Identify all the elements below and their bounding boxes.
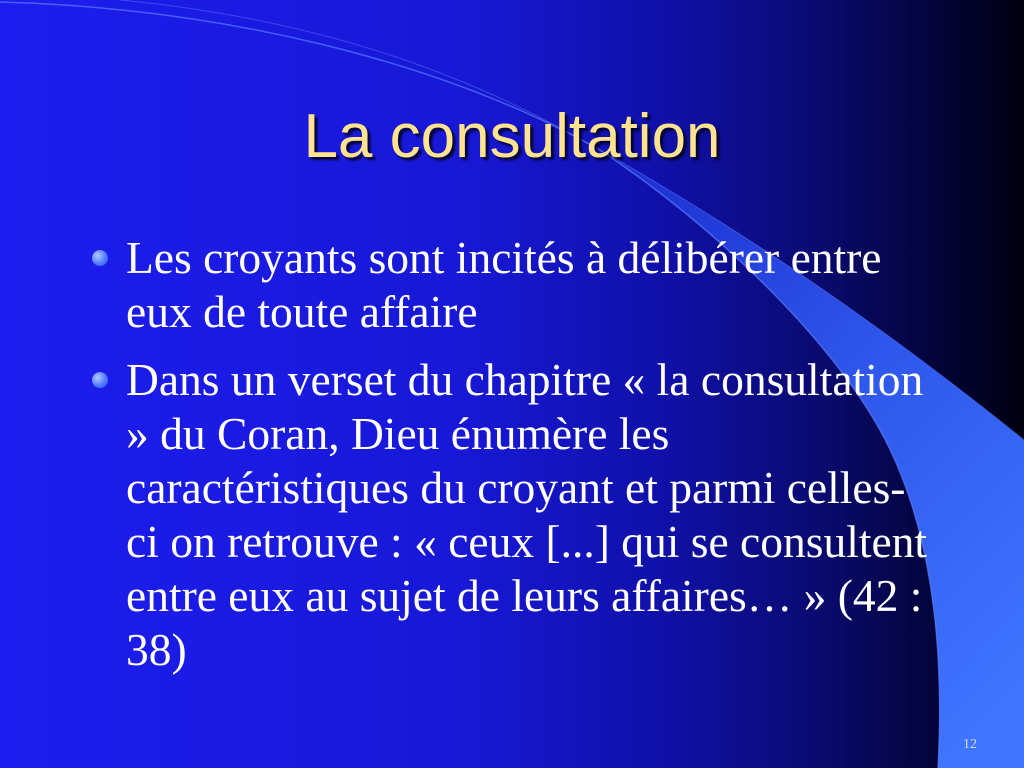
bullet-text: Dans un verset du chapitre « la consultation » du Coran, Dieu énumère les caractéristiques du croyant et parmi celles-ci on retrouve : « ceux [...] qui se consultent entre eux au sujet de leurs affaires… » (42 : 38) xyxy=(126,354,928,675)
bullet-text: Les croyants sont incités à délibérer entre eux de toute affaire xyxy=(126,232,882,337)
bullet-item xyxy=(126,353,932,677)
bullet-dot-icon xyxy=(92,250,108,266)
bullet-list xyxy=(126,231,932,677)
bullet-dot-icon xyxy=(92,372,108,388)
slide-title: La consultation xyxy=(303,102,721,171)
bullet-item xyxy=(126,231,932,339)
page-number: 12 xyxy=(963,737,977,752)
